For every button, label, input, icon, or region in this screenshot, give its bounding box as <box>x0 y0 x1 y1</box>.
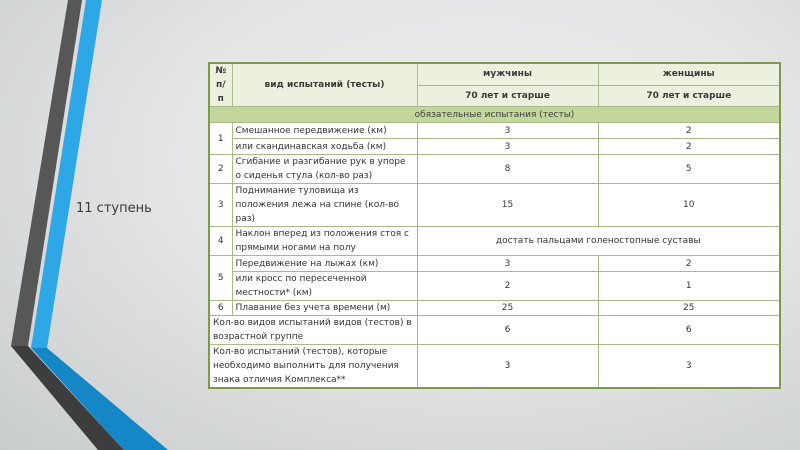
row-num: 5 <box>209 256 232 301</box>
summary-men-value: 3 <box>417 345 598 389</box>
row-women-value: 1 <box>598 272 780 301</box>
summary-label: Кол-во видов испытаний видов (тестов) в возрастной группе <box>209 316 417 345</box>
row-num: 1 <box>209 123 232 155</box>
row-women-value: 2 <box>598 256 780 272</box>
header-men: мужчины <box>417 63 598 85</box>
summary-row <box>209 316 780 345</box>
header-men-age: 70 лет и старше <box>417 85 598 106</box>
table-row <box>209 301 780 316</box>
row-men-value: 3 <box>417 256 598 272</box>
table-row <box>209 184 780 227</box>
row-men-value: 3 <box>417 139 598 155</box>
row-name: Наклон вперед из положения стоя с прямыми ногами на полу <box>232 227 417 256</box>
section-row <box>209 107 780 123</box>
table-row <box>209 256 780 272</box>
row-both-value: достать пальцами голеностопные суставы <box>417 227 780 256</box>
header-women: женщины <box>598 63 780 85</box>
row-men-value: 8 <box>417 155 598 184</box>
standards-table-container <box>208 62 779 389</box>
row-num: 2 <box>209 155 232 184</box>
row-women-value: 5 <box>598 155 780 184</box>
row-num: 4 <box>209 227 232 256</box>
summary-women-value: 3 <box>598 345 780 389</box>
header-num: № п/п <box>209 63 232 107</box>
row-men-value: 25 <box>417 301 598 316</box>
summary-women-value: 6 <box>598 316 780 345</box>
row-name: Поднимание туловища из положения лежа на спине (кол-во раз) <box>232 184 417 227</box>
table-row <box>209 272 780 301</box>
row-men-value: 2 <box>417 272 598 301</box>
row-name: или скандинавская ходьба (км) <box>232 139 417 155</box>
summary-label: Кол-во испытаний (тестов), которые необходимо выполнить для получения знака отличия Комплекса** <box>209 345 417 389</box>
table-row <box>209 123 780 139</box>
row-name: Передвижение на лыжах (км) <box>232 256 417 272</box>
row-women-value: 2 <box>598 123 780 139</box>
header-women-age: 70 лет и старше <box>598 85 780 106</box>
row-women-value: 25 <box>598 301 780 316</box>
gray-stripe-lower <box>11 346 124 450</box>
header-test-type: вид испытаний (тесты) <box>232 63 417 107</box>
table-row <box>209 227 780 256</box>
table-row <box>209 155 780 184</box>
row-name: Смешанное передвижение (км) <box>232 123 417 139</box>
standards-table <box>208 62 781 389</box>
row-name: или кросс по пересеченной местности* (км) <box>232 272 417 301</box>
row-num: 6 <box>209 301 232 316</box>
section-label: обязательные испытания (тесты) <box>209 107 780 123</box>
row-num: 3 <box>209 184 232 227</box>
slide-title: 11 ступень <box>76 201 152 216</box>
row-women-value: 2 <box>598 139 780 155</box>
row-name: Сгибание и разгибание рук в упоре о сиденья стула (кол-во раз) <box>232 155 417 184</box>
row-name: Плавание без учета времени (м) <box>232 301 417 316</box>
row-men-value: 15 <box>417 184 598 227</box>
row-women-value: 10 <box>598 184 780 227</box>
summary-row <box>209 345 780 389</box>
row-men-value: 3 <box>417 123 598 139</box>
table-row <box>209 139 780 155</box>
summary-men-value: 6 <box>417 316 598 345</box>
